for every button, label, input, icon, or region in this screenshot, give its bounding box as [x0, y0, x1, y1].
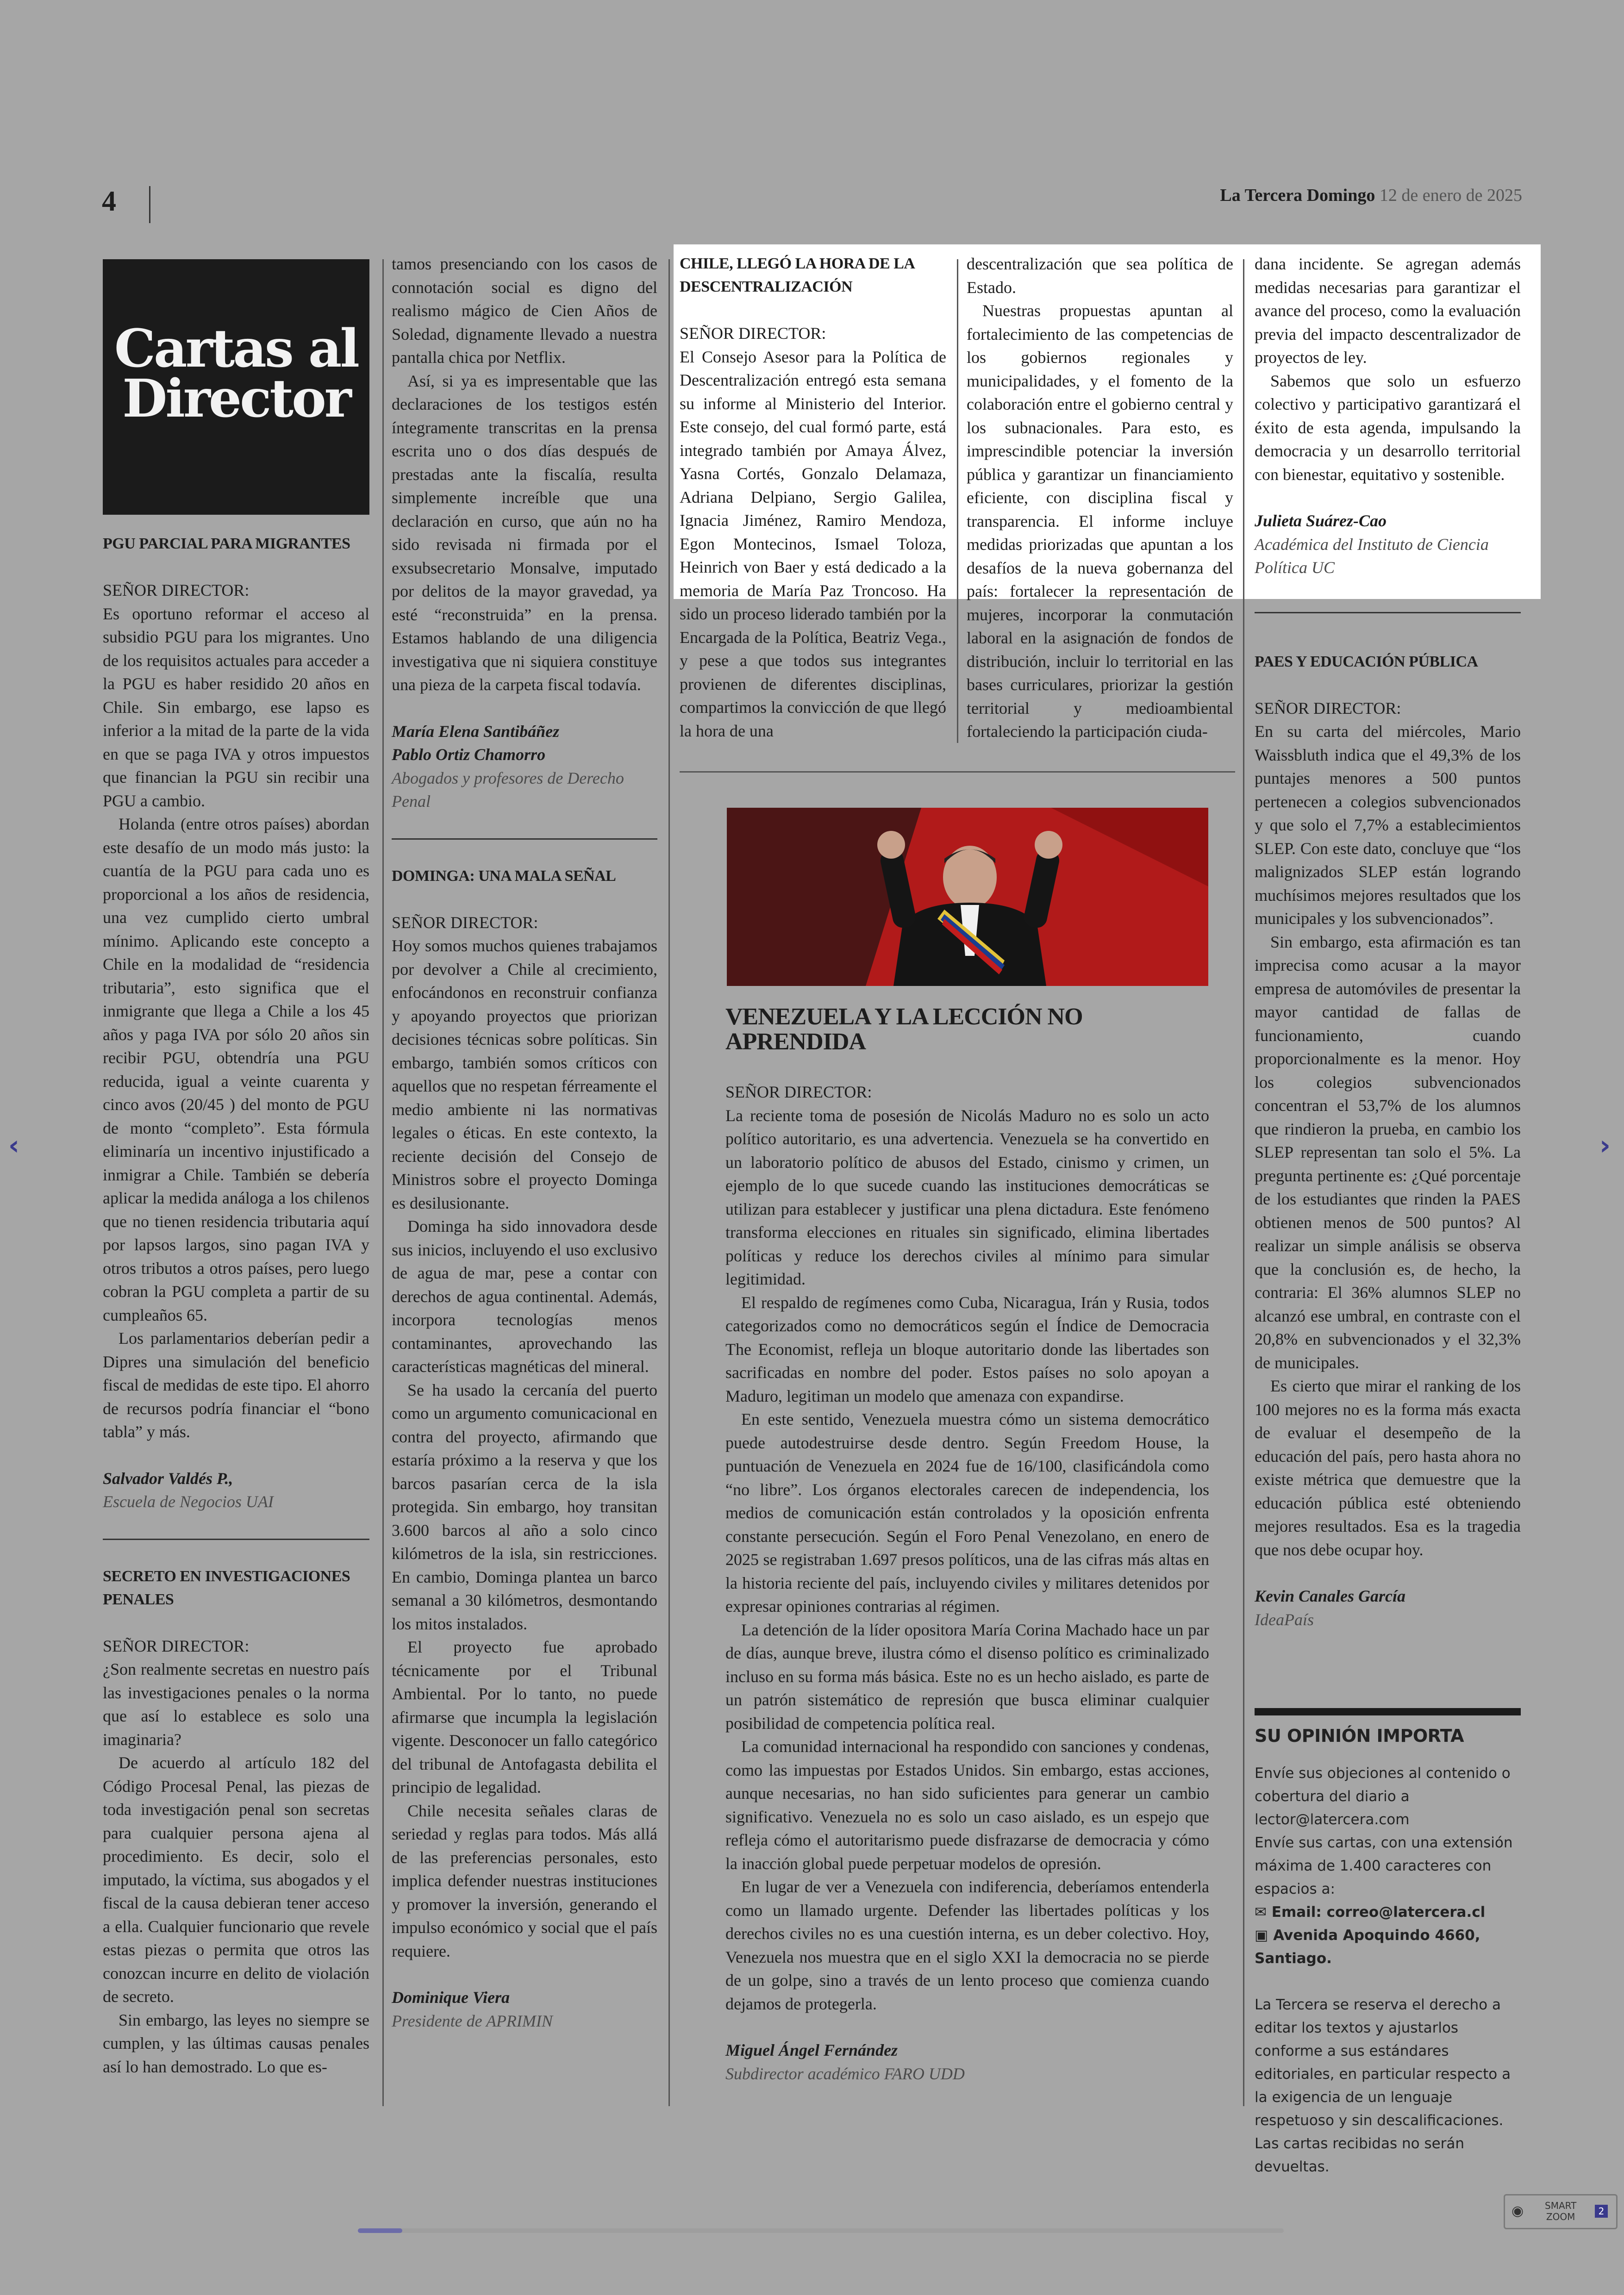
signature: María Elena Santibáñez: [392, 722, 560, 741]
masthead: [1220, 185, 1522, 206]
opinion-box-title: SU OPINIÓN IMPORTA: [1255, 1726, 1464, 1746]
section-title-line-1: Cartas al: [114, 318, 358, 379]
signature: Dominique Viera: [392, 1988, 510, 2007]
opinion-note: La Tercera se reserva el derecho a editar los textos y ajustarlos conforme a sus estándares editoriales, en particular respecto a la exigencia de un lenguaje respetuoso y sin descalificaciones. Las cartas recibidas no serán devueltas.: [1255, 1996, 1511, 2175]
smart-zoom-label-line-1: SMART: [1545, 2200, 1577, 2211]
affiliation: IdeaPaís: [1255, 1610, 1314, 1629]
paragraph: En lugar de ver a Venezuela con indiferencia, deberíamos entenderla como un llamado urgente. Defender las libertades políticas y los derechos civiles no es una cuestión interna, es un deber colectivo. Hoy, Venezuela nos muestra que en el siglo XXI la democracia no se pierde de un golpe, sino a través de un lento proceso que comienza cuando dejamos de protegerla.: [725, 1877, 1209, 2013]
page-number: 4: [102, 186, 116, 217]
publication-name: La Tercera Domingo: [1220, 186, 1375, 205]
photo-illustration: [727, 808, 1208, 986]
paragraph: dana incidente. Se agregan además medidas necesarias para garantizar el avance del proceso, como la evaluación previa del impacto descentralizador de proyectos de ley.: [1255, 255, 1521, 367]
paragraph: Sabemos que solo un esfuerzo colectivo y participativo garantizará el éxito de esta agenda, impulsando la democracia y un desarrollo territorial con bienestar, equitativo y sostenible.: [1255, 371, 1521, 484]
paragraph: De acuerdo al artículo 182 del Código Procesal Penal, las piezas de toda investigación penal son secretas para cualquier persona ajena al procedimiento. Es decir, solo el imputado, la víctima, sus abogados y el fiscal de la causa debieran tener acceso a ella. Cualquier funcionario que revele estas piezas o permita que otros las conozcan incurre en delito de violación de secreto.: [103, 1753, 369, 2006]
smart-zoom-label-line-2: ZOOM: [1546, 2211, 1575, 2222]
salutation: SEÑOR DIRECTOR:: [725, 1083, 872, 1101]
paragraph: ¿Son realmente secretas en nuestro país las investigaciones penales o la norma que así lo establece es solo una imaginaria?: [103, 1660, 369, 1749]
affiliation: Subdirector académico FARO UDD: [725, 2064, 965, 2083]
opinion-email-text: Email: correo@latercera.cl: [1271, 1904, 1486, 1921]
paragraph: Sin embargo, esta afirmación es tan imprecisa como acusar a la mayor empresa de automóviles de presentar la mayor cantidad de fallas de funcionamiento, cuando proporcionalmente es la menor. Hoy los colegios subvencionados concentran el 53,7% de los alumnos que rindieron la prueba, en cambio los SLEP representan tan solo el 5%. La pregunta pertinente es: ¿Qué porcentaje de los estudiantes que rinden la PAES obtienen menos de 500 puntos? Al realizar un simple análisis se observa que la conclusión es, de hecho, la contraria: El 36% alumnos SLEP no alcanzó ese umbral, en contraste con el 20,8% en subvencionados y el 32,3% de municipales.: [1255, 932, 1521, 1372]
prev-page-button[interactable]: [8, 1129, 19, 1161]
envelope-icon: ✉: [1255, 1904, 1272, 1921]
paragraph: tamos presenciando con los casos de connotación social es digno del realismo mágico de Cien Años de Soledad, dignamente llevado a nuestra pantalla chica por Netflix.: [392, 255, 657, 367]
opinion-instructions: Envíe sus cartas, con una extensión máxima de 1.400 caracteres con espacios a:: [1255, 1834, 1513, 1897]
separator: [392, 838, 657, 840]
column-1: [103, 532, 369, 2078]
affiliation: Escuela de Negocios UAI: [103, 1492, 274, 1511]
paragraph: La reciente toma de posesión de Nicolás Maduro no es solo un acto político autoritario, es una advertencia. Venezuela se ha convertido en un laboratorio político de abusos del Estado, cinismo y crimen, un ejemplo de lo que sucede cuando las instituciones democráticas se utilizan para establecer y justificar una plena dictadura. Este fenómeno transforma elecciones en rituales sin significado, elimina libertades políticas y reduce los derechos civiles al mínimo para simular legitimidad.: [725, 1106, 1209, 1288]
letter-title: CHILE, LLEGÓ LA HORA DE LA DESCENTRALIZACIÓN: [680, 255, 914, 295]
affiliation: Abogados y profesores de Derecho Penal: [392, 768, 624, 811]
paragraph: El Consejo Asesor para la Política de Descentralización entregó esta semana su informe al Ministerio del Interior. Este consejo, del cual formó parte, está integrado también por Amaya Álvez, Yasna Cortés, Gonzalo Delamaza, Adriana Delpiano, Sergio Galilea, Ignacia Jiménez, Ramiro Mendoza, Egon Montecinos, Ismael Toloza, Heinrich von Baer y está dedicado a la memoria de María Paz Troncoso. Ha sido un proceso liderado también por la Encargada de la Política, Beatriz Vega., y pese a que todos sus integrantes provienen de diferentes disciplinas, compartimos la convicción de que llegó la hora de una: [680, 347, 946, 740]
opinion-address: [1255, 1924, 1521, 1970]
paragraph: Es cierto que mirar el ranking de los 100 mejores no es la forma más exacta de evaluar el desempeño de la educación del país, pero hasta ahora no existe métrica que demuestre que la educación pública esté obteniendo mejores resultados. Esa es la tragedia que nos debe ocupar hoy.: [1255, 1377, 1521, 1559]
signature: Kevin Canales García: [1255, 1587, 1406, 1605]
page-number-divider: [149, 186, 150, 223]
salutation: SEÑOR DIRECTOR:: [680, 324, 826, 343]
opinion-email: [1255, 1901, 1521, 1924]
letter-title: PGU PARCIAL PARA MIGRANTES: [103, 535, 350, 552]
letter-title: PAES Y EDUCACIÓN PÚBLICA: [1255, 653, 1478, 670]
separator: [1255, 612, 1521, 613]
page-scroll-thumb[interactable]: [358, 2228, 402, 2233]
opinion-intro: Envíe sus objeciones al contenido o cobertura del diario a lector@latercera.com: [1255, 1765, 1511, 1828]
paragraph: descentralización que sea política de Estado.: [967, 255, 1233, 297]
signature: Salvador Valdés P.,: [103, 1469, 233, 1488]
affiliation: Presidente de APRIMIN: [392, 2011, 553, 2030]
column-2: [392, 252, 657, 2033]
smart-zoom-button[interactable]: [1504, 2194, 1618, 2229]
salutation: SEÑOR DIRECTOR:: [103, 1636, 250, 1655]
salutation: SEÑOR DIRECTOR:: [1255, 698, 1401, 717]
paragraph: Nuestras propuestas apuntan al fortalecimiento de las competencias de los gobiernos regionales y municipalidades, y el fomento de la colaboración entre el gobierno central y los subnacionales. Para esto, es imprescindible potenciar la inversión pública y garantizar un financiamiento eficiente, con disciplina fiscal y transparencia. El informe incluye medidas priorizadas que apuntan a los desafíos de la nueva gobernanza del país: fortalecer la representación de mujeres, incorporar la conmutación laboral en la asignación de fondos de distribución, incluir lo territorial en las bases curriculares, priorizar la gestión territorial y medioambiental fortaleciendo la participación ciuda-: [967, 301, 1233, 741]
salutation: SEÑOR DIRECTOR:: [103, 581, 250, 599]
affiliation: Académica del Instituto de Ciencia Política UC: [1255, 535, 1489, 577]
opinion-box: [1255, 1726, 1521, 2178]
opinion-address-text: Avenida Apoquindo 4660, Santiago.: [1255, 1927, 1480, 1967]
paragraph: La comunidad internacional ha respondido con sanciones y condenas, como las impuestas por Estados Unidos. Sin embargo, estas acciones, aunque necesarias, no han sido suficientes para generar un cambio significativo. Venezuela no es solo un caso aislado, es un espejo que refleja cómo el autoritarismo puede disfrazarse de democracia y cómo la inacción global puede perpetuar modelos de opresión.: [725, 1737, 1209, 1873]
paragraph: Holanda (entre otros países) abordan este desafío de un modo más justo: la cuantía de la PGU para cada uno es proporcional a los años de residencia, una vez cumplido cierto umbral mínimo. Aplicando este concepto a Chile en la modalidad de “residencia tributaria”, esto significa que el inmigrante que llega a Chile a los 45 años y paga IVA por sólo 20 años sin recibir PGU, obtendría una PGU reducida, igual a veinte cuarenta y cinco avos (20/45 ) del monto de PGU de monto “completo”. Esta fórmula eliminaría un incentivo injustificado a inmigrar a Chile. También se debería aplicar la medida análoga a los chilenos que no tienen residencia tributaria aquí por lapsos largos, sino pagan IVA y otros tributos a otros países, pero luego cobran la PGU completa a partir de su cumpleaños 65.: [103, 815, 369, 1324]
column-rule: [382, 259, 384, 2106]
featured-title: VENEZUELA Y LA LECCIÓN NO APRENDIDA: [725, 1004, 1083, 1055]
paragraph: Hoy somos muchos quienes trabajamos por devolver a Chile al crecimiento, enfocándonos en reconstruir confianza y apoyando proyectos que priorizan decisiones técnicas sobre políticas. Sin embargo, también somos críticos con aquellos que no respetan férreamente el medio ambiente ni las normativas legales o éticas. En este contexto, la reciente decisión del Consejo de Ministros sobre el proyecto Dominga es desilusionante.: [392, 936, 657, 1212]
column-rule: [668, 259, 670, 2106]
section-title-line-2: Director: [122, 368, 350, 429]
paragraph: En este sentido, Venezuela muestra cómo un sistema democrático puede autodestruirse desde dentro. Según Freedom House, la puntuación de Venezuela en 2024 fue de 16/100, clasificándola como “no libre”. Los órganos electorales carecen de independencia, los medios de comunicación están controlados y la oposición enfrenta constante persecución. Según el Foro Penal Venezolano, en enero de 2025 se registraban 1.697 presos políticos, una de las cifras más altas en la historia reciente del país, incluyendo civiles y militares detenidos por expresar opiniones contrarias al régimen.: [725, 1410, 1209, 1615]
salutation: SEÑOR DIRECTOR:: [392, 913, 538, 932]
paragraph: Dominga ha sido innovadora desde sus inicios, incluyendo el uso exclusivo de agua de mar, pese a contar con derechos de agua continental. Además, incorpora tecnologías menos contaminantes, aprovechando las características magnéticas del mineral.: [392, 1217, 657, 1376]
paragraph: Sin embargo, las leyes no siempre se cumplen, y las últimas causas penales así lo han demostrado. Lo que es-: [103, 2010, 369, 2076]
column-3: [680, 252, 946, 742]
zoom-level-badge: 2: [1595, 2205, 1608, 2218]
paragraph: En su carta del miércoles, Mario Waissbluth indica que el 49,3% de los puntajes menores a 500 puntos pertenecen a colegios subvencionados y que solo el 7,7% a establecimientos SLEP. Con este dato, concluye que “los malignizados SLEP están logrando muchísimos mejores resultados que los municipales y los subvencionados”.: [1255, 722, 1521, 928]
opinion-box-bar: [1255, 1708, 1521, 1715]
letter-title: DOMINGA: UNA MALA SEÑAL: [392, 867, 616, 885]
paragraph: La detención de la líder opositora María Corina Machado hace un par de días, aunque breve, ilustra cómo el disenso político es criminalizado incluso en su forma más básica. Este no es un hecho aislado, es parte de un patrón sistemático de represión que busca eliminar cualquier posibilidad de competencia política real.: [725, 1620, 1209, 1733]
paragraph: Es oportuno reformar el acceso al subsidio PGU para los migrantes. Uno de los requisitos actuales para acceder a la PGU es haber residido 20 años en Chile. Sin embargo, ese lapso es inferior a la mitad de la parte de la vida en que se paga IVA y otros impuestos que financian la PGU sin recibir una PGU a cambio.: [103, 604, 369, 810]
eye-icon: ◉: [1512, 2203, 1524, 2219]
paragraph: El respaldo de regímenes como Cuba, Nicaragua, Irán y Rusia, todos categorizados como no democráticos según el Índice de Democracia The Economist, refleja un bloque autoritario donde las libertades son sacrificadas en nombre del poder. Estos países no solo apoyan a Maduro, legitiman un modelo que amenaza con expandirse.: [725, 1293, 1209, 1405]
column-5: [1255, 252, 1521, 1631]
mailbox-icon: ▣: [1255, 1927, 1274, 1944]
paragraph: Así, si ya es impresentable que las declaraciones de los testigos estén íntegramente transcritas en la prensa escrita uno o dos días después de prestadas ante la fiscalía, resulta simplemente increíble que una declaración en curso, que aún no ha sido revisada ni firmada por el exsubsecretario Monsalve, imputado por delitos de la mayor gravedad, ya esté “reconstruida” en la prensa. Estamos hablando de una diligencia investigativa que ni siquiera constituye una pieza de la carpeta fiscal todavía.: [392, 371, 657, 694]
paragraph: Chile necesita señales claras de seriedad y reglas para todos. Más allá de las preferencias personales, esto implica defender nuestras instituciones y promover la inversión, generando el impulso económico y social que el país requiere.: [392, 1801, 657, 1960]
chevron-right-icon: ›: [1599, 1129, 1611, 1161]
column-rule: [957, 259, 958, 743]
next-page-button[interactable]: [1599, 1129, 1611, 1161]
paragraph: Los parlamentarios deberían pedir a Dipres una simulación del beneficio fiscal de medidas de este tipo. El ahorro de recursos podría financiar el “bono tabla” y más.: [103, 1329, 369, 1441]
column-rule: [1243, 259, 1244, 2106]
paragraph: Se ha usado la cercanía del puerto como un argumento comunicacional en contra del proyecto, afirmando que estaría próximo a la reserva y que los barcos pasarían cerca de la isla protegida. Sin embargo, hoy transitan 3.600 barcos al año a solo cinco kilómetros de la isla, sin restricciones. En cambio, Dominga plantea un barco semanal a 30 kilómetros, desmontando los mitos instalados.: [392, 1380, 657, 1633]
signature: Miguel Ángel Fernández: [725, 2041, 898, 2059]
paragraph: El proyecto fue aprobado técnicamente por el Tribunal Ambiental. Por lo tanto, no puede afirmarse que incumpla la legislación vigente. Desconocer un fallo categórico del tribunal de Antofagasta debilita el principio de legalidad.: [392, 1638, 657, 1796]
chevron-left-icon: ‹: [8, 1129, 19, 1161]
page-scroll-track[interactable]: [358, 2228, 1284, 2233]
section-title: [103, 318, 369, 429]
column-4: [967, 252, 1233, 743]
article-photo: [727, 808, 1208, 986]
letter-title: SECRETO EN INVESTIGACIONES PENALES: [103, 1567, 350, 1608]
signature: Pablo Ortiz Chamorro: [392, 745, 546, 764]
publication-date: 12 de enero de 2025: [1379, 186, 1522, 205]
separator: [103, 1539, 369, 1540]
horizontal-rule: [680, 771, 1235, 773]
signature: Julieta Suárez-Cao: [1255, 511, 1387, 530]
smart-zoom-label: [1545, 2200, 1576, 2222]
featured-letter: [725, 1004, 1209, 2085]
